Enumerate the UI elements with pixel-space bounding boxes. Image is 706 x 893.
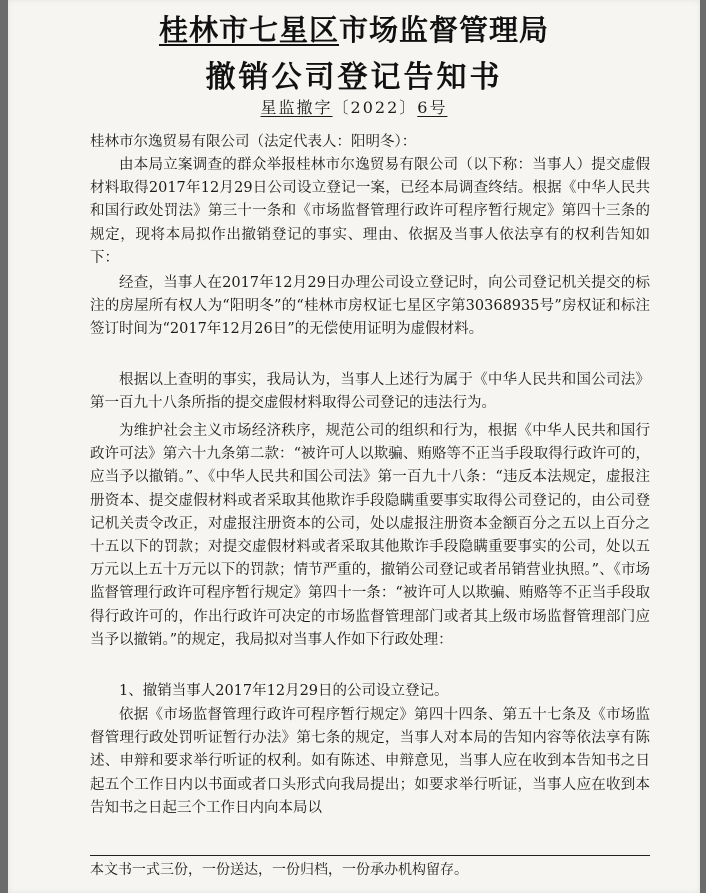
- issuing-bureau: 市场监督管理局: [339, 13, 550, 47]
- document-number: [8, 95, 700, 118]
- doc-prefix: 星监撤字: [260, 98, 333, 117]
- paragraph-legal-basis: 为维护社会主义市场经济秩序，规范公司的组织和行为，根据《中华人民共和国行政许可法》第六十九条第二款：“被许可人以欺骗、贿赂等不正当手段取得行政许可的，应当予以撤销。”、《中华人民共和国公司法》第一百九十八条：“违反本法规定，虚报注册资本、提交虚假材料或者采取其他欺诈手段隐瞒重要事实取得公司登记的，由公司登记机关责令改正，对虚报注册资本的公司，处以虚报注册资本金额百分之五以上百分之十五以下的罚款；对提交虚假材料或者采取其他欺诈手段隐瞒重要事实的公司，处以五万元以上五十万元以下的罚款；情节严重的，撤销公司登记或者吊销营业执照。”、《市场监督管理行政许可程序暂行规定》第四十一条：“被许可人以欺骗、贿赂等不正当手段取得行政许可的，作出行政许可决定的市场监督管理部门或者其上级市场监督管理部门应当予以撤销。”的规定，我局拟对当事人作如下行政处理：: [90, 423, 650, 648]
- document-page: [8, 0, 700, 893]
- addressee: 桂林市尔逸贸易有限公司（法定代表人：阳明冬）：: [90, 134, 417, 150]
- paragraph-finding: 根据以上查明的事实，我局认为，当事人上述行为属于《中华人民共和国公司法》第一百九十八条所指的提交虚假材料取得公司登记的违法行为。: [90, 372, 650, 412]
- footer-divider: [90, 855, 650, 856]
- doc-year: 〔2022〕: [332, 98, 418, 117]
- paragraph-facts: 经查，当事人在2017年12月29日办理公司设立登记时，向公司登记机关提交的标注的房屋所有权人为“阳明冬”的“桂林市房权证七星区字第30368935号”房权证和标注签订时间为“2017年12月26日”的无偿使用证明为虚假材料。: [90, 275, 650, 338]
- paragraph-rights: 依据《市场监督管理行政许可程序暂行规定》第四十四条、第五十七条及《市场监督管理行政处罚听证暂行办法》第七条的规定，当事人对本局的告知内容等依法享有陈述、申辩和要求举行听证的权利。如有陈述、申辩意见，当事人应在收到本告知书之日起五个工作日内以书面或者口头形式向我局提出；如要求举行听证，当事人应在收到本告知书之日起三个工作日内向本局以: [90, 707, 650, 816]
- paragraph-intro: 由本局立案调查的群众举报桂林市尔逸贸易有限公司（以下称：当事人）提交虚假材料取得2017年12月29日公司设立登记一案，已经本局调查终结。根据《中华人民共和国行政处罚法》第三十一条和《市场监督管理行政许可程序暂行规定》第四十三条的规定，现将本局拟作出撤销登记的事实、理由、依据及当事人依法享有的权利告知如下：: [90, 157, 650, 266]
- paragraph-action-1: 1、撤销当事人2017年12月29日的公司设立登记。: [119, 683, 449, 699]
- footer-note: 本文书一式三份，一份送达，一份归档，一份承办机构留存。: [90, 862, 468, 878]
- document-title: [8, 8, 700, 49]
- issuing-district: 桂林市七星区: [158, 13, 339, 47]
- document-subtitle: 撤销公司登记告知书: [205, 60, 503, 95]
- doc-num: 6号: [417, 98, 448, 117]
